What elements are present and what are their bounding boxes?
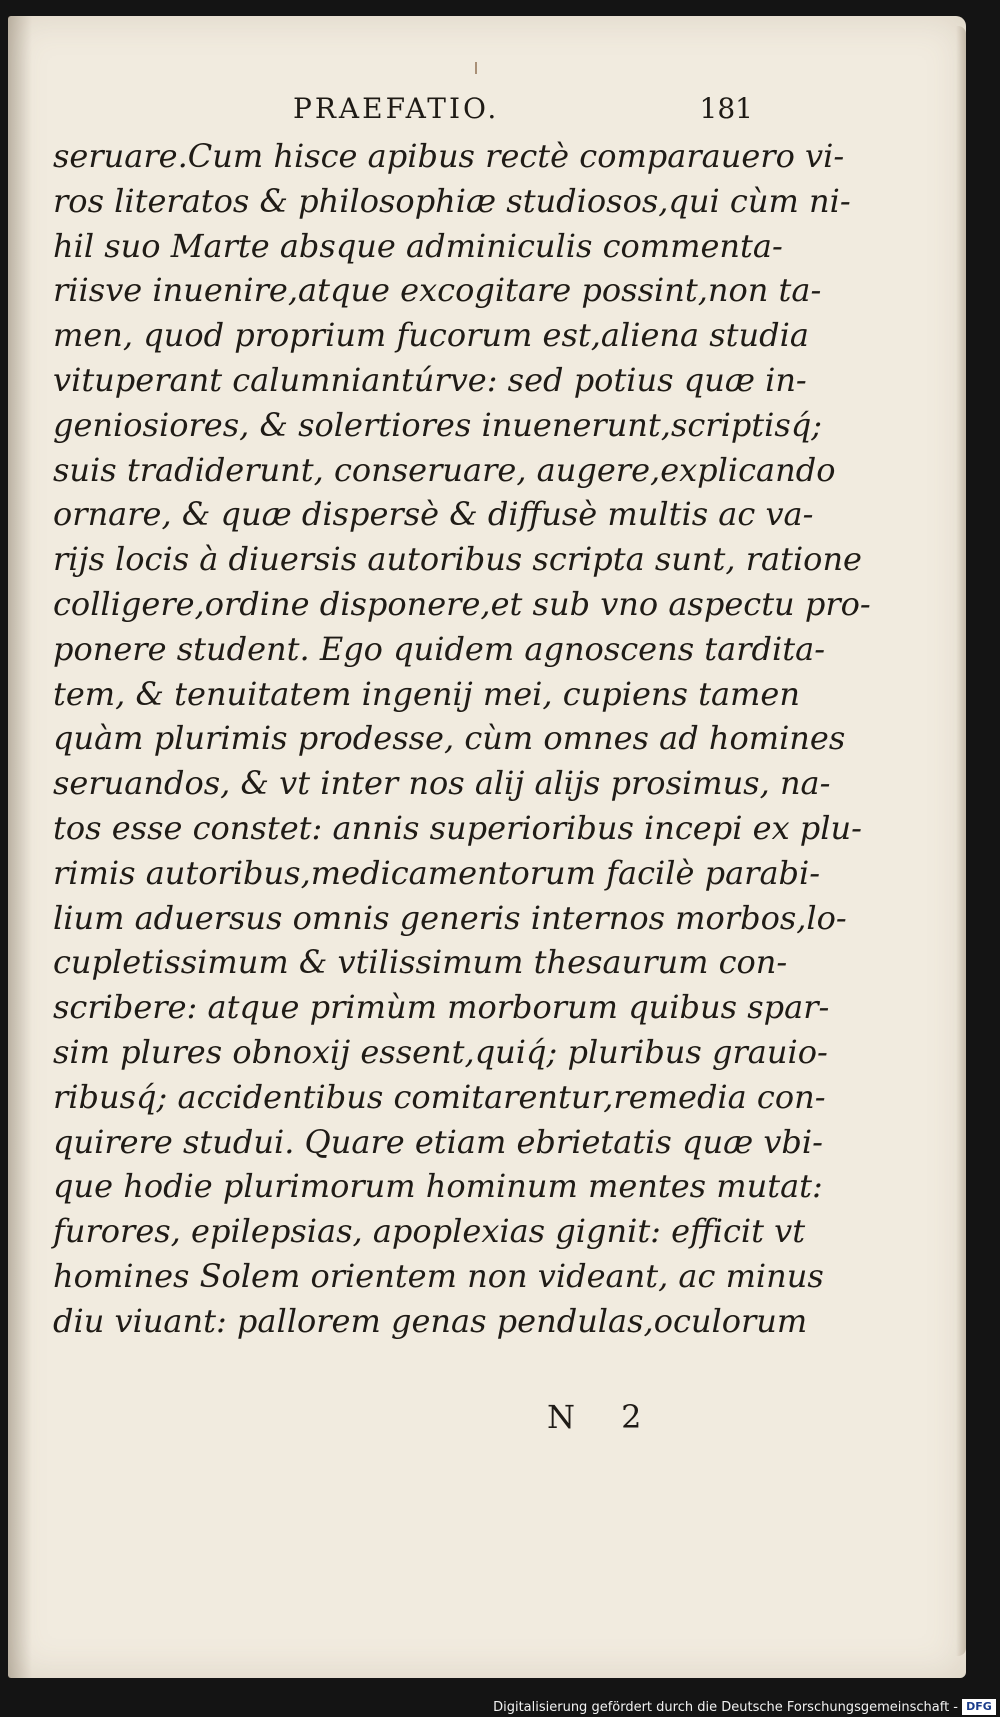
text-line: tos esse constet: annis superioribus incepi ex plu-	[53, 808, 862, 847]
text-line: diu viuant: pallorem genas pendulas,oculorum	[53, 1301, 808, 1340]
text-line: ponere student. Ego quidem agnoscens tardita-	[53, 629, 825, 668]
text-line: rimis autoribus,medicamentorum facilè parabi-	[53, 853, 821, 892]
page-number: 181	[699, 92, 753, 125]
signature-mark: N 2	[547, 1398, 660, 1436]
text-line: lium aduersus omnis generis internos morbos,lo-	[53, 898, 847, 937]
text-line: sim plures obnoxij essent,quiq́; pluribus grauio-	[53, 1032, 828, 1071]
text-line: quàm plurimis prodesse, cùm omnes ad homines	[53, 719, 846, 758]
digitization-credit: Digitalisierung gefördert durch die Deutsche Forschungsgemeinschaft -	[493, 1700, 958, 1715]
page-edge	[956, 26, 966, 1656]
text-line: ros literatos & philosophiæ studiosos,qui cùm ni-	[53, 181, 851, 220]
text-line: colligere,ordine disponere,et sub vno aspectu pro-	[53, 584, 871, 623]
text-line: tem, & tenuitatem ingenij mei, cupiens tamen	[53, 674, 800, 713]
gutter-shadow	[8, 16, 32, 1678]
stray-ink-mark	[475, 62, 477, 74]
text-line: seruandos, & vt inter nos alij alijs prosimus, na-	[53, 764, 831, 803]
text-line: homines Solem orientem non videant, ac minus	[53, 1256, 824, 1295]
text-line: scribere: atque primùm morborum quibus spar-	[53, 988, 830, 1027]
text-line: furores, epilepsias, apoplexias gignit: efficit vt	[53, 1212, 806, 1251]
text-line: rijs locis à diuersis autoribus scripta sunt, ratione	[53, 540, 862, 579]
text-line: que hodie plurimorum hominum mentes mutat:	[53, 1167, 823, 1206]
text-line: geniosiores, & solertiores inuenerunt,scriptisq́;	[53, 405, 823, 444]
body-text	[53, 134, 871, 1344]
text-line: ornare, & quæ dispersè & diffusè multis ac va-	[53, 495, 814, 534]
page-header	[293, 92, 753, 132]
text-line: seruare.Cum hisce apibus rectè comparauero vi-	[53, 137, 845, 175]
text-line: riisve inuenire,atque excogitare possint,non ta-	[53, 271, 822, 310]
text-line: men, quod proprium fucorum est,aliena studia	[53, 316, 809, 355]
text-line: cupletissimum & vtilissimum thesaurum con-	[53, 943, 788, 982]
text-line: hil suo Marte absque adminiculis commenta-	[53, 226, 783, 265]
running-title: PRAEFATIO.	[293, 92, 500, 125]
text-line: suis tradiderunt, conseruare, augere,explicando	[53, 450, 836, 489]
text-line: ribusq́; accidentibus comitarentur,remedia con-	[53, 1077, 826, 1116]
text-line: quirere studui. Quare etiam ebrietatis quæ vbi-	[53, 1122, 823, 1161]
text-line: vituperant calumniantúrve: sed potius quæ in-	[53, 360, 807, 399]
dfg-logo: DFG	[962, 1699, 996, 1715]
